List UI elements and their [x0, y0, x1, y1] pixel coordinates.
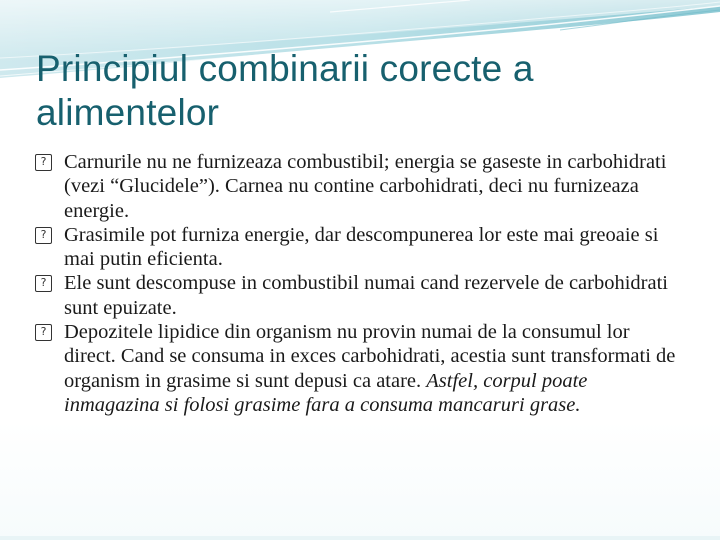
bullet-text: Grasimile pot furniza energie, dar descompunerea lor este mai greoaie si mai putin eficienta.	[64, 223, 659, 271]
bullet-item	[35, 271, 685, 320]
bullet-emphasis-text: Astfel, corpul poate inmagazina si folosi grasime fara a consuma mancaruri grase.	[64, 369, 588, 416]
bullet-marker-icon: ?	[35, 275, 52, 292]
slide-title: Principiul combinarii corecte a alimentelor	[36, 48, 534, 133]
bullet-item	[35, 150, 685, 223]
bullet-item	[35, 223, 685, 272]
bullet-text: Ele sunt descompuse in combustibil numai cand rezervele de carbohidrati sunt epuizate.	[64, 272, 668, 319]
bullet-marker-icon: ?	[35, 154, 52, 171]
bullet-marker-icon: ?	[35, 227, 52, 244]
bullet-text: Carnurile nu ne furnizeaza combustibil; energia se gaseste in carbohidrati (vezi “Glucidele”). Carnea nu contine carbohidrati, deci nu furnizeaza energie.	[64, 151, 667, 222]
bullet-marker-icon: ?	[35, 324, 52, 341]
bottom-divider	[0, 536, 720, 540]
bullet-text: Depozitele lipidice din organism nu provin numai de la consumul lor direct. Cand se consuma in exces carbohidrati, acestia sunt transformati de organism in grasime si sunt depusi ca atare.	[64, 321, 676, 392]
bullet-list	[35, 150, 685, 417]
bullet-item	[35, 320, 685, 417]
